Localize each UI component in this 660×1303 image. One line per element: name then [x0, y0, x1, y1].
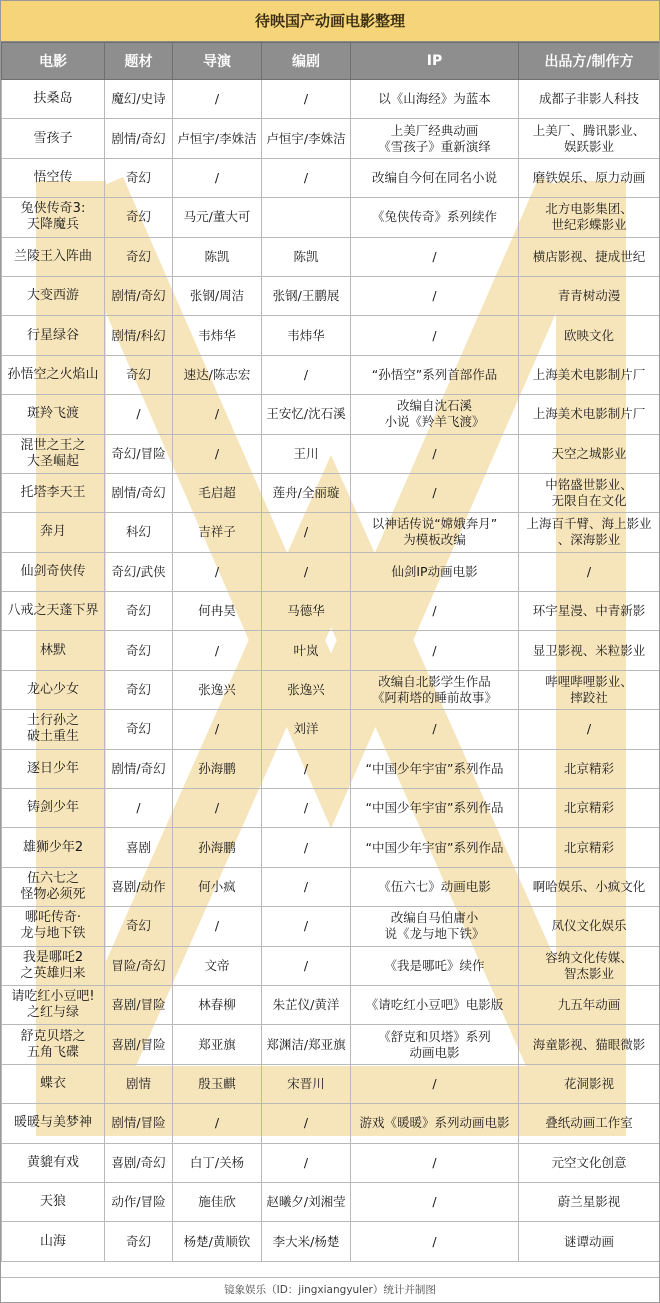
movie-cell: 天狼: [2, 1182, 105, 1221]
producer-cell: /: [519, 552, 660, 591]
director-cell: /: [173, 710, 262, 749]
table-row: [2, 119, 660, 158]
table-row: [2, 434, 660, 473]
producer-cell: 成都子非影人科技: [519, 80, 660, 119]
movie-cell: 雄狮少年2: [2, 828, 105, 867]
genre-cell: 奇幻: [105, 237, 173, 276]
director-cell: /: [173, 552, 262, 591]
movie-cell: 请吃红小豆吧! 之红与绿: [2, 985, 105, 1024]
director-cell: 何冉昊: [173, 592, 262, 631]
writer-cell: 莲舟/全丽璇: [262, 473, 351, 512]
genre-cell: 剧情/奇幻: [105, 749, 173, 788]
ip-cell: 《舒克和贝塔》系列 动画电影: [351, 1025, 519, 1064]
table-row: [2, 395, 660, 434]
table-row: [2, 710, 660, 749]
producer-cell: 横店影视、捷成世纪: [519, 237, 660, 276]
writer-cell: /: [262, 1143, 351, 1182]
table-row: [2, 237, 660, 276]
director-cell: 施佳欣: [173, 1182, 262, 1221]
ip-cell: /: [351, 592, 519, 631]
director-cell: 韦炜华: [173, 316, 262, 355]
ip-cell: /: [351, 1222, 519, 1261]
ip-cell: /: [351, 1064, 519, 1103]
writer-cell: 卢恒宇/李姝洁: [262, 119, 351, 158]
writer-cell: 张逸兴: [262, 670, 351, 709]
producer-cell: 北京精彩: [519, 789, 660, 828]
table-row: [2, 1182, 660, 1221]
table-row: [2, 789, 660, 828]
ip-cell: /: [351, 316, 519, 355]
table-row: [2, 592, 660, 631]
movie-cell: 我是哪吒2 之英雄归来: [2, 946, 105, 985]
ip-cell: 改编自北影学生作品 《阿莉塔的睡前故事》: [351, 670, 519, 709]
director-cell: 速达/陈志宏: [173, 355, 262, 394]
table-body: [2, 80, 660, 1262]
table-row: [2, 355, 660, 394]
director-cell: 孙海鹏: [173, 828, 262, 867]
ip-cell: 《我是哪吒》续作: [351, 946, 519, 985]
director-cell: /: [173, 80, 262, 119]
director-cell: 何小疯: [173, 867, 262, 906]
movie-cell: 行星绿谷: [2, 316, 105, 355]
table-row: [2, 1064, 660, 1103]
producer-cell: 花洞影视: [519, 1064, 660, 1103]
producer-cell: 上海美术电影制片厂: [519, 355, 660, 394]
producer-cell: 谜谭动画: [519, 1222, 660, 1261]
writer-cell: 宋晋川: [262, 1064, 351, 1103]
table-row: [2, 1222, 660, 1261]
header-producer: 出品方/制作方: [519, 43, 660, 80]
writer-cell: 刘洋: [262, 710, 351, 749]
ip-cell: /: [351, 631, 519, 670]
table-row: [2, 276, 660, 315]
producer-cell: 中铭盛世影业、 无限自在文化: [519, 473, 660, 512]
genre-cell: 动作/冒险: [105, 1182, 173, 1221]
movie-cell: 龙心少女: [2, 670, 105, 709]
ip-cell: 以《山海经》为蓝本: [351, 80, 519, 119]
director-cell: /: [173, 631, 262, 670]
movie-cell: 托塔李天王: [2, 473, 105, 512]
genre-cell: 奇幻: [105, 710, 173, 749]
producer-cell: 北京精彩: [519, 749, 660, 788]
genre-cell: 喜剧/冒险: [105, 985, 173, 1024]
writer-cell: /: [262, 867, 351, 906]
writer-cell: 朱芷仪/黄洋: [262, 985, 351, 1024]
movie-cell: 伍六七之 怪物必须死: [2, 867, 105, 906]
writer-cell: /: [262, 552, 351, 591]
movie-cell: 仙剑奇侠传: [2, 552, 105, 591]
writer-cell: 马德华: [262, 592, 351, 631]
director-cell: 卢恒宇/李姝洁: [173, 119, 262, 158]
table-row: [2, 670, 660, 709]
movie-cell: 大变西游: [2, 276, 105, 315]
header-director: 导演: [173, 43, 262, 80]
movie-cell: 土行孙之 破土重生: [2, 710, 105, 749]
producer-cell: 凤仪文化娱乐: [519, 907, 660, 946]
writer-cell: 赵曦夕/刘湘莹: [262, 1182, 351, 1221]
director-cell: 杨楚/黄顺钦: [173, 1222, 262, 1261]
genre-cell: 剧情/奇幻: [105, 119, 173, 158]
movie-cell: 暖暖与美梦神: [2, 1104, 105, 1143]
producer-cell: 上美厂、腾讯影业、 娱跃影业: [519, 119, 660, 158]
table-row: [2, 316, 660, 355]
producer-cell: 啊哈娱乐、小疯文化: [519, 867, 660, 906]
writer-cell: 陈凯: [262, 237, 351, 276]
table-row: [2, 1104, 660, 1143]
director-cell: /: [173, 1104, 262, 1143]
header-ip: IP: [351, 43, 519, 80]
table-row: [2, 749, 660, 788]
director-cell: 白丁/关杨: [173, 1143, 262, 1182]
writer-cell: /: [262, 828, 351, 867]
genre-cell: 奇幻: [105, 592, 173, 631]
writer-cell: /: [262, 158, 351, 197]
page-title: 待映国产动画电影整理: [1, 1, 659, 42]
ip-cell: “中国少年宇宙”系列作品: [351, 789, 519, 828]
ip-cell: 游戏《暖暖》系列动画电影: [351, 1104, 519, 1143]
table-row: [2, 552, 660, 591]
producer-cell: 磨铁娱乐、原力动画: [519, 158, 660, 197]
ip-cell: /: [351, 1143, 519, 1182]
movie-cell: 哪吒传奇· 龙与地下铁: [2, 907, 105, 946]
ip-cell: /: [351, 434, 519, 473]
ip-cell: 《兔侠传奇》系列续作: [351, 198, 519, 237]
producer-cell: /: [519, 710, 660, 749]
producer-cell: 蔚兰星影视: [519, 1182, 660, 1221]
movie-cell: 逐日少年: [2, 749, 105, 788]
movie-cell: 黄貔有戏: [2, 1143, 105, 1182]
producer-cell: 天空之城影业: [519, 434, 660, 473]
writer-cell: 王安忆/沈石溪: [262, 395, 351, 434]
producer-cell: 北京精彩: [519, 828, 660, 867]
table-header-row: [2, 43, 660, 80]
writer-cell: /: [262, 749, 351, 788]
writer-cell: 郑渊洁/郑亚旗: [262, 1025, 351, 1064]
ip-cell: 以神话传说“嫦娥奔月” 为模板改编: [351, 513, 519, 552]
genre-cell: 奇幻: [105, 670, 173, 709]
genre-cell: 剧情: [105, 1064, 173, 1103]
director-cell: 文帝: [173, 946, 262, 985]
table-row: [2, 473, 660, 512]
writer-cell: 张钢/王鹏展: [262, 276, 351, 315]
producer-cell: 上海百千臂、海上影业 、深海影业: [519, 513, 660, 552]
header-genre: 题材: [105, 43, 173, 80]
table-row: [2, 828, 660, 867]
writer-cell: /: [262, 907, 351, 946]
genre-cell: 喜剧/冒险: [105, 1025, 173, 1064]
genre-cell: 剧情/科幻: [105, 316, 173, 355]
movie-cell: 混世之王之 大圣崛起: [2, 434, 105, 473]
genre-cell: 奇幻: [105, 631, 173, 670]
director-cell: /: [173, 395, 262, 434]
writer-cell: /: [262, 1104, 351, 1143]
ip-cell: 仙剑IP动画电影: [351, 552, 519, 591]
movie-cell: 舒克贝塔之 五角飞碟: [2, 1025, 105, 1064]
ip-cell: /: [351, 1182, 519, 1221]
footer-credit: 镜象娱乐（ID：jingxiangyuler）统计并制图: [1, 1277, 659, 1302]
director-cell: 陈凯: [173, 237, 262, 276]
genre-cell: 奇幻: [105, 907, 173, 946]
movie-cell: 林默: [2, 631, 105, 670]
genre-cell: 喜剧/奇幻: [105, 1143, 173, 1182]
table-row: [2, 198, 660, 237]
director-cell: /: [173, 158, 262, 197]
writer-cell: 王川: [262, 434, 351, 473]
director-cell: 殷玉麒: [173, 1064, 262, 1103]
genre-cell: 奇幻: [105, 158, 173, 197]
director-cell: /: [173, 434, 262, 473]
movie-cell: 蝶衣: [2, 1064, 105, 1103]
table-row: [2, 867, 660, 906]
producer-cell: 青青树动漫: [519, 276, 660, 315]
ip-cell: 改编自马伯庸小 说《龙与地下铁》: [351, 907, 519, 946]
director-cell: 张钢/周洁: [173, 276, 262, 315]
producer-cell: 环宇星漫、中青新影: [519, 592, 660, 631]
genre-cell: 科幻: [105, 513, 173, 552]
producer-cell: 哔哩哔哩影业、 摔跤社: [519, 670, 660, 709]
genre-cell: 冒险/奇幻: [105, 946, 173, 985]
genre-cell: 喜剧/动作: [105, 867, 173, 906]
ip-cell: “中国少年宇宙”系列作品: [351, 828, 519, 867]
writer-cell: [262, 198, 351, 237]
writer-cell: /: [262, 80, 351, 119]
producer-cell: 海童影视、猫眼微影: [519, 1025, 660, 1064]
ip-cell: /: [351, 710, 519, 749]
director-cell: 张逸兴: [173, 670, 262, 709]
ip-cell: /: [351, 237, 519, 276]
producer-cell: 显卫影视、米粒影业: [519, 631, 660, 670]
table-row: [2, 985, 660, 1024]
movie-cell: 山海: [2, 1222, 105, 1261]
ip-cell: “中国少年宇宙”系列作品: [351, 749, 519, 788]
director-cell: 吉祥子: [173, 513, 262, 552]
writer-cell: 韦炜华: [262, 316, 351, 355]
header-movie: 电影: [2, 43, 105, 80]
ip-cell: /: [351, 276, 519, 315]
writer-cell: 李大米/杨楚: [262, 1222, 351, 1261]
genre-cell: 魔幻/史诗: [105, 80, 173, 119]
ip-cell: 改编自沈石溪 小说《羚羊飞渡》: [351, 395, 519, 434]
writer-cell: /: [262, 946, 351, 985]
producer-cell: 上海美术电影制片厂: [519, 395, 660, 434]
genre-cell: 奇幻: [105, 1222, 173, 1261]
movie-table: [1, 42, 660, 1262]
writer-cell: 叶岚: [262, 631, 351, 670]
director-cell: /: [173, 789, 262, 828]
ip-cell: 《伍六七》动画电影: [351, 867, 519, 906]
table-row: [2, 1025, 660, 1064]
movie-cell: 斑羚飞渡: [2, 395, 105, 434]
director-cell: 毛启超: [173, 473, 262, 512]
genre-cell: 奇幻/武侠: [105, 552, 173, 591]
movie-cell: 悟空传: [2, 158, 105, 197]
table-row: [2, 907, 660, 946]
director-cell: 郑亚旗: [173, 1025, 262, 1064]
genre-cell: 奇幻: [105, 198, 173, 237]
movie-cell: 八戒之天蓬下界: [2, 592, 105, 631]
ip-cell: 改编自今何在同名小说: [351, 158, 519, 197]
genre-cell: 奇幻/冒险: [105, 434, 173, 473]
producer-cell: 北方电影集团、 世纪彩蝶影业: [519, 198, 660, 237]
genre-cell: 喜剧: [105, 828, 173, 867]
ip-cell: “孙悟空”系列首部作品: [351, 355, 519, 394]
genre-cell: /: [105, 789, 173, 828]
movie-cell: 奔月: [2, 513, 105, 552]
movie-cell: 扶桑岛: [2, 80, 105, 119]
director-cell: 林春柳: [173, 985, 262, 1024]
producer-cell: 九五年动画: [519, 985, 660, 1024]
director-cell: /: [173, 907, 262, 946]
genre-cell: 剧情/奇幻: [105, 276, 173, 315]
producer-cell: 元空文化创意: [519, 1143, 660, 1182]
genre-cell: /: [105, 395, 173, 434]
genre-cell: 剧情/奇幻: [105, 473, 173, 512]
ip-cell: 上美厂经典动画 《雪孩子》重新演绎: [351, 119, 519, 158]
producer-cell: 欧映文化: [519, 316, 660, 355]
director-cell: 孙海鹏: [173, 749, 262, 788]
genre-cell: 剧情/冒险: [105, 1104, 173, 1143]
table-row: [2, 513, 660, 552]
ip-cell: 《请吃红小豆吧》电影版: [351, 985, 519, 1024]
movie-cell: 兰陵王入阵曲: [2, 237, 105, 276]
table-row: [2, 631, 660, 670]
table-row: [2, 158, 660, 197]
producer-cell: 叠纸动画工作室: [519, 1104, 660, 1143]
table-row: [2, 1143, 660, 1182]
movie-cell: 兔侠传奇3: 天降魔兵: [2, 198, 105, 237]
header-writer: 编剧: [262, 43, 351, 80]
movie-cell: 铸剑少年: [2, 789, 105, 828]
director-cell: 马元/董大可: [173, 198, 262, 237]
genre-cell: 奇幻: [105, 355, 173, 394]
ip-cell: /: [351, 473, 519, 512]
movie-cell: 孙悟空之火焰山: [2, 355, 105, 394]
movie-cell: 雪孩子: [2, 119, 105, 158]
writer-cell: /: [262, 789, 351, 828]
producer-cell: 容纳文化传媒、 智杰影业: [519, 946, 660, 985]
table-row: [2, 946, 660, 985]
table-row: [2, 80, 660, 119]
writer-cell: /: [262, 355, 351, 394]
writer-cell: /: [262, 513, 351, 552]
